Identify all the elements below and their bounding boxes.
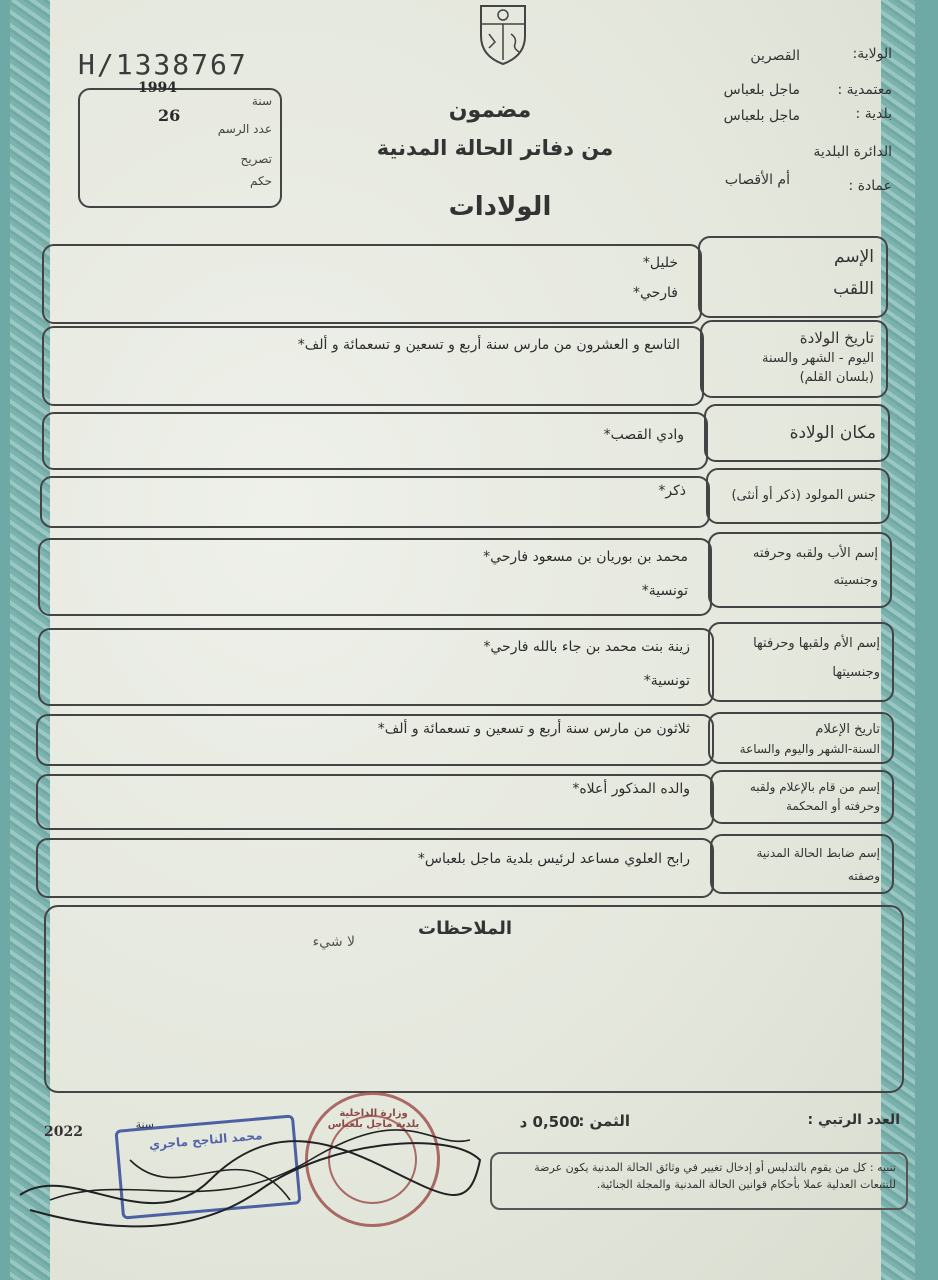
register-type-declaration: تصريح <box>240 152 272 166</box>
signature-scribble <box>10 1100 490 1230</box>
legal-warning: تنبيه : كل من يقوم بالتدليس أو إدخال تغيير في وثائق الحالة المدنية يكون عرضة للتتبعات العدلية عملا بأحكام قوانين الحالة المدنية والمجلة الجنائية. <box>490 1152 908 1210</box>
price-label: الثمن : <box>578 1112 630 1130</box>
register-number-label: عدد الرسم <box>217 122 272 136</box>
national-emblem-icon <box>473 0 533 66</box>
label-name: الإسم اللقب <box>698 236 888 318</box>
municipal-circle: الدائرة البلدية <box>813 144 892 160</box>
serial-number-label: العدد الرتبي : <box>807 1112 900 1128</box>
value-officer: رابح العلوي مساعد لرئيس بلدية ماجل بلعباس* <box>36 838 714 898</box>
label-father: إسم الأب ولقبه وحرفته وجنسيته <box>708 532 892 608</box>
label-birth-date: تاريخ الولادة اليوم - الشهر والسنة (بلسان القلم) <box>700 320 888 398</box>
value-declarant: والده المذكور أعلاه* <box>36 774 714 830</box>
register-number: 26 <box>158 106 181 125</box>
register-year-label: سنة <box>251 94 272 108</box>
municipality-label: بلدية : <box>855 106 892 122</box>
price-value: 0,500 د <box>519 1113 580 1131</box>
title-summary: مضمون <box>448 98 532 123</box>
label-sex: جنس المولود (ذكر أو أنثى) <box>706 468 890 524</box>
value-birth-date: التاسع و العشرون من مارس سنة أربع و تسعين و تسعمائة و ألف* <box>42 326 704 406</box>
notes-title: الملاحظات <box>417 918 513 939</box>
value-birth-place: وادي القصب* <box>42 412 708 470</box>
municipality-value: ماجل بلعباس <box>723 108 800 124</box>
value-mother: زينة بنت محمد بن جاء بالله فارحي* تونسية* <box>38 628 714 706</box>
value-declaration-date: ثلاثون من مارس سنة أربع و تسعين و تسعمائة و ألف* <box>36 714 714 766</box>
document-sheet <box>10 0 915 1280</box>
wilaya-value: القصرين <box>750 48 800 64</box>
delegation-label: معتمدية : <box>837 82 892 98</box>
issue-year-label: سنة <box>135 1118 154 1131</box>
register-type-judgment: حكم <box>249 174 272 188</box>
label-declarant: إسم من قام بالإعلام ولقبه وحرفته أو المحكمة <box>710 770 894 824</box>
delegation-value: ماجل بلعباس <box>723 82 800 98</box>
label-birth-place: مكان الولادة <box>704 404 890 462</box>
value-name: خليل* فارحي* <box>42 244 702 324</box>
label-declaration-date: تاريخ الإعلام السنة-الشهر واليوم والساعة <box>708 712 894 764</box>
official-stamp-rectangular: محمد الناجح ماجري <box>114 1114 301 1219</box>
label-mother: إسم الأم ولقبها وحرفتها وجنسيتها <box>708 622 894 702</box>
title-births: الولادات <box>448 192 552 222</box>
title-registers: من دفاتر الحالة المدنية <box>376 136 614 160</box>
wilaya-label: الولاية: <box>852 46 892 62</box>
label-officer: إسم ضابط الحالة المدنية وصفته <box>710 834 894 894</box>
imada-label: عمادة : <box>848 178 892 194</box>
document-serial: H/1338767 <box>78 48 248 81</box>
round-stamp-text: وزارة الداخلية بلدية ماجل بلعباس <box>327 1108 420 1130</box>
issue-year: 2022 <box>44 1124 83 1140</box>
register-year: 1994 <box>138 80 177 96</box>
value-sex: ذكر* <box>40 476 710 528</box>
notes-value: لا شيء <box>312 934 355 950</box>
imada-value: أم الأقصاب <box>724 172 790 188</box>
value-father: محمد بن بوريان بن مسعود فارحي* تونسية* <box>38 538 712 616</box>
